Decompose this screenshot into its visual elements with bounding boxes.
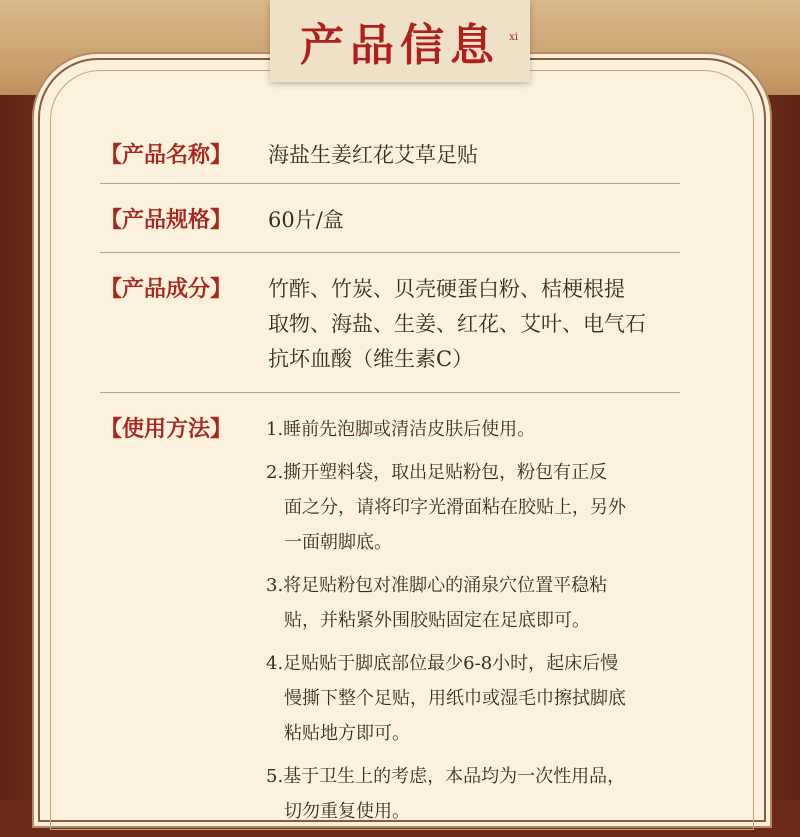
usage-step (266, 455, 706, 560)
step-line: 粘贴地方即可。 (284, 723, 410, 744)
step-line: 3.将足贴粉包对准脚心的涌泉穴位置平稳粘 (266, 575, 608, 596)
ingredients-line: 竹酢、竹炭、贝壳硬蛋白粉、桔梗根提 (268, 277, 625, 301)
product-spec-line: 60片/盒 (268, 208, 344, 232)
divider (100, 252, 680, 253)
ingredients-label: 【产品成分】 (100, 276, 233, 302)
step-line: 切勿重复使用。 (284, 801, 410, 822)
page-title: 产品信息 (300, 20, 500, 71)
step-line: 一面朝脚底。 (284, 532, 392, 553)
step-line: 面之分，请将印字光滑面粘在胶贴上，另外 (284, 497, 626, 518)
title-banner (270, 0, 530, 82)
product-name-line: 海盐生姜红花艾草足贴 (268, 143, 478, 167)
banner-mark: xi (509, 32, 518, 43)
usage-step (266, 759, 706, 829)
ingredients-line: 抗坏血酸（维生素C） (268, 347, 474, 371)
product-name-label: 【产品名称】 (100, 142, 233, 168)
step-line: 慢撕下整个足贴，用纸巾或湿毛巾擦拭脚底 (284, 688, 626, 709)
usage-steps (266, 412, 706, 837)
usage-label: 【使用方法】 (100, 416, 233, 442)
product-name-value (268, 138, 688, 173)
usage-step (266, 646, 706, 751)
divider (100, 392, 680, 393)
usage-step (266, 568, 706, 638)
product-spec-label: 【产品规格】 (100, 207, 233, 233)
step-line: 1.睡前先泡脚或清洁皮肤后使用。 (266, 419, 536, 440)
step-line: 5.基于卫生上的考虑，本品均为一次性用品， (266, 766, 626, 787)
usage-step (266, 412, 706, 447)
ingredients-line: 取物、海盐、生姜、红花、艾叶、电气石 (268, 312, 646, 336)
step-line: 4.足贴贴于脚底部位最少6-8小时，起床后慢 (266, 653, 619, 674)
step-line: 贴，并粘紧外围胶贴固定在足底即可。 (284, 610, 590, 631)
ingredients-value (268, 272, 688, 377)
product-spec-value (268, 203, 688, 238)
step-line: 2.撕开塑料袋，取出足贴粉包，粉包有正反 (266, 462, 608, 483)
divider (100, 183, 680, 184)
